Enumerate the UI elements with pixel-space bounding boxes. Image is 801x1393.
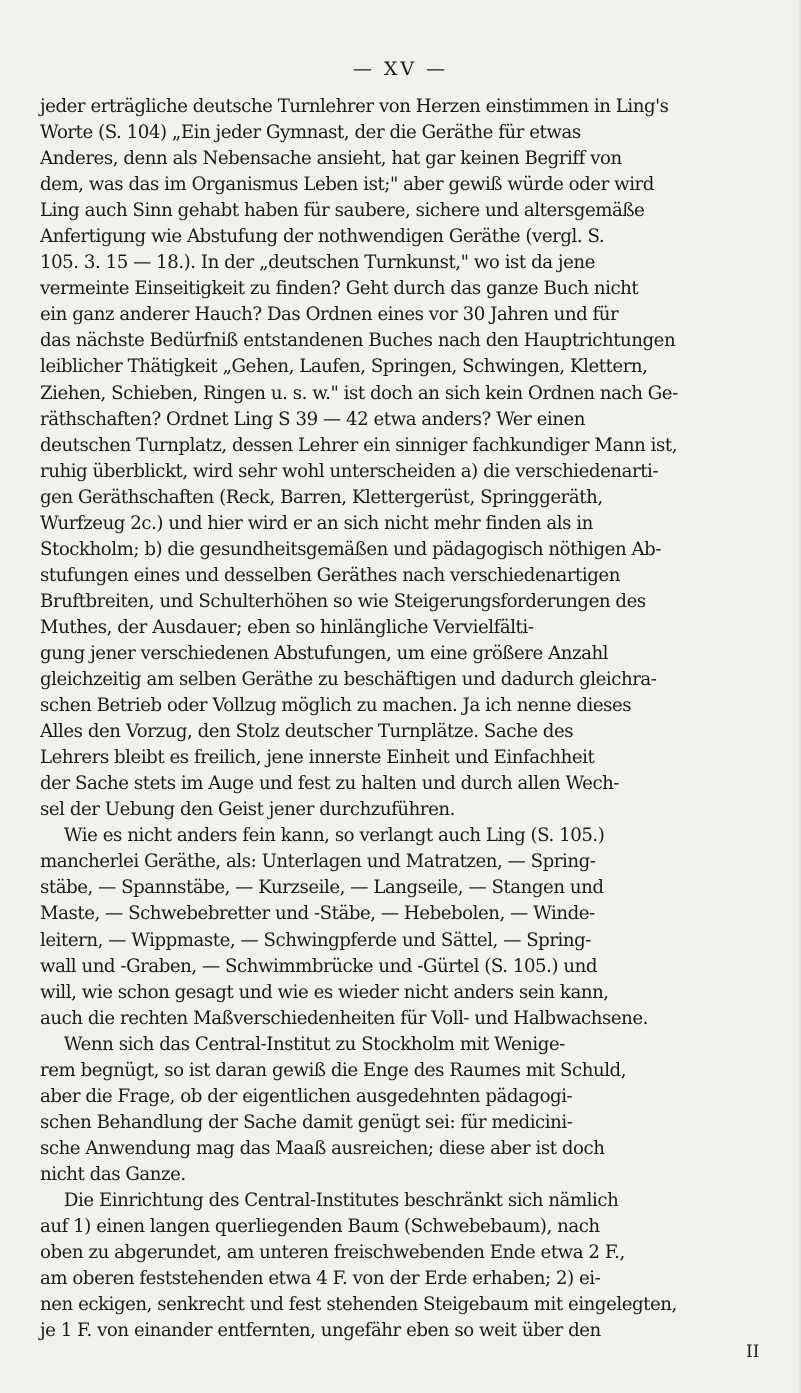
text-line: nicht das Ganze. [40,1163,186,1185]
text-line: 105. 3. 15 — 18.). In der „deutschen Turnkunst," wo ist da jene [40,252,595,274]
text-line: aber die Frage, ob der eigentlichen ausgedehnten pädagogi- [40,1085,573,1107]
text-line: sel der Uebung den Geist jener durchzuführen. [40,799,455,821]
body-text [40,94,770,1344]
text-line: räthschaften? Ordnet Ling S 39 — 42 etwa anders? Wer einen [40,408,586,430]
text-line: rem begnügt, so ist daran gewiß die Enge des Raumes mit Schuld, [40,1059,627,1081]
text-line: Anderes, denn als Nebensache ansieht, hat gar keinen Begriff von [40,148,622,170]
text-line: auf 1) einen langen querliegenden Baum (Schwebebaum), nach [40,1216,600,1238]
text-line: Die Einrichtung des Central-Institutes beschränkt sich nämlich [63,1189,619,1211]
text-line: stäbe, — Spannstäbe, — Kurzseile, — Langseile, — Stangen und [40,877,604,899]
text-line: Lehrers bleibt es freilich, jene innerste Einheit und Einfachheit [40,747,595,769]
text-line: ruhig überblickt, wird sehr wohl unterscheiden a) die verschiedenarti- [40,460,659,482]
text-line: Muthes, der Ausdauer; eben so hinlängliche Vervielfälti- [40,616,534,638]
text-line: Anfertigung wie Abstufung der nothwendigen Geräthe (vergl. S. [40,226,605,248]
text-line: Bruftbreiten, und Schulterhöhen so wie Steigerungsforderungen des [40,590,646,612]
page-header: — XV — [352,58,449,80]
text-line: deutschen Turnplatz, dessen Lehrer ein sinniger fachkundiger Mann ist, [40,434,678,456]
text-line: oben zu abgerundet, am unteren freischwebenden Ende etwa 2 F., [40,1242,625,1264]
text-line: das nächste Bedürfniß entstandenen Buches nach den Hauptrichtungen [40,330,676,352]
text-line: sche Anwendung mag das Maaß ausreichen; diese aber ist doch [40,1137,605,1159]
text-line: am oberen feststehenden etwa 4 F. von der Erde erhaben; 2) ei- [40,1268,601,1290]
text-line: Worte (S. 104) „Ein jeder Gymnast, der die Geräthe für etwas [40,122,581,144]
text-line: gen Geräthschaften (Reck, Barren, Klettergerüst, Springgeräth, [40,486,603,508]
text-line: Alles den Vorzug, den Stolz deutscher Turnplätze. Sache des [40,721,574,743]
text-line: gleichzeitig am selben Geräthe zu beschäftigen und dadurch gleichra- [40,669,657,691]
text-line: schen Behandlung der Sache damit genügt sei: für medicini- [40,1111,573,1133]
text-line: jeder erträgliche deutsche Turnlehrer von Herzen einstimmen in Ling's [40,96,669,117]
text-line: Stockholm; b) die gesundheitsgemäßen und pädagogisch nöthigen Ab- [40,538,662,560]
text-line: Maste, — Schwebebretter und -Stäbe, — Hebebolen, — Winde- [40,903,595,925]
text-line: leitern, — Wippmaste, — Schwingpferde und Sättel, — Spring- [40,929,591,951]
text-line: leiblicher Thätigkeit „Gehen, Laufen, Springen, Schwingen, Klettern, [40,356,648,378]
text-line: Ziehen, Schieben, Ringen u. s. w." ist doch an sich kein Ordnen nach Ge- [40,382,678,404]
text-line: Wenn sich das Central-Institut zu Stockholm mit Wenige- [63,1033,565,1055]
text-line: Ling auch Sinn gehabt haben für saubere, sichere und altersgemäße [40,200,645,222]
text-line: stufungen eines und desselben Geräthes nach verschiedenartigen [40,564,620,586]
text-line: Wie es nicht anders fein kann, so verlangt auch Ling (S. 105.) [63,825,605,847]
text-line: mancherlei Geräthe, als: Unterlagen und Matratzen, — Spring- [40,851,596,873]
text-line: nen eckigen, senkrecht und fest stehenden Steigebaum mit eingelegten, [40,1294,677,1316]
signature-mark: II [746,1342,760,1362]
text-line: der Sache stets im Auge und fest zu halten und durch allen Wech- [40,773,620,795]
text-line: wall und -Graben, — Schwimmbrücke und -Gürtel (S. 105.) und [40,955,598,977]
text-line: gung jener verschiedenen Abstufungen, um eine größere Anzahl [40,642,609,664]
text-line: auch die rechten Maßverschiedenheiten für Voll- und Halbwachsene. [40,1007,648,1029]
text-line: dem, was das im Organismus Leben ist;" aber gewiß würde oder wird [40,174,654,196]
text-line: ein ganz anderer Hauch? Das Ordnen eines vor 30 Jahren und für [40,304,619,326]
text-line: Wurfzeug 2c.) und hier wird er an sich nicht mehr finden als in [40,512,593,534]
text-line: schen Betrieb oder Vollzug möglich zu machen. Ja ich nenne dieses [40,695,632,717]
text-line: je 1 F. von einander entfernten, ungefähr eben so weit über den [40,1320,601,1342]
text-line: vermeinte Einseitigkeit zu finden? Geht durch das ganze Buch nicht [40,278,639,300]
text-line: will, wie schon gesagt und wie es wieder nicht anders sein kann, [40,981,609,1003]
